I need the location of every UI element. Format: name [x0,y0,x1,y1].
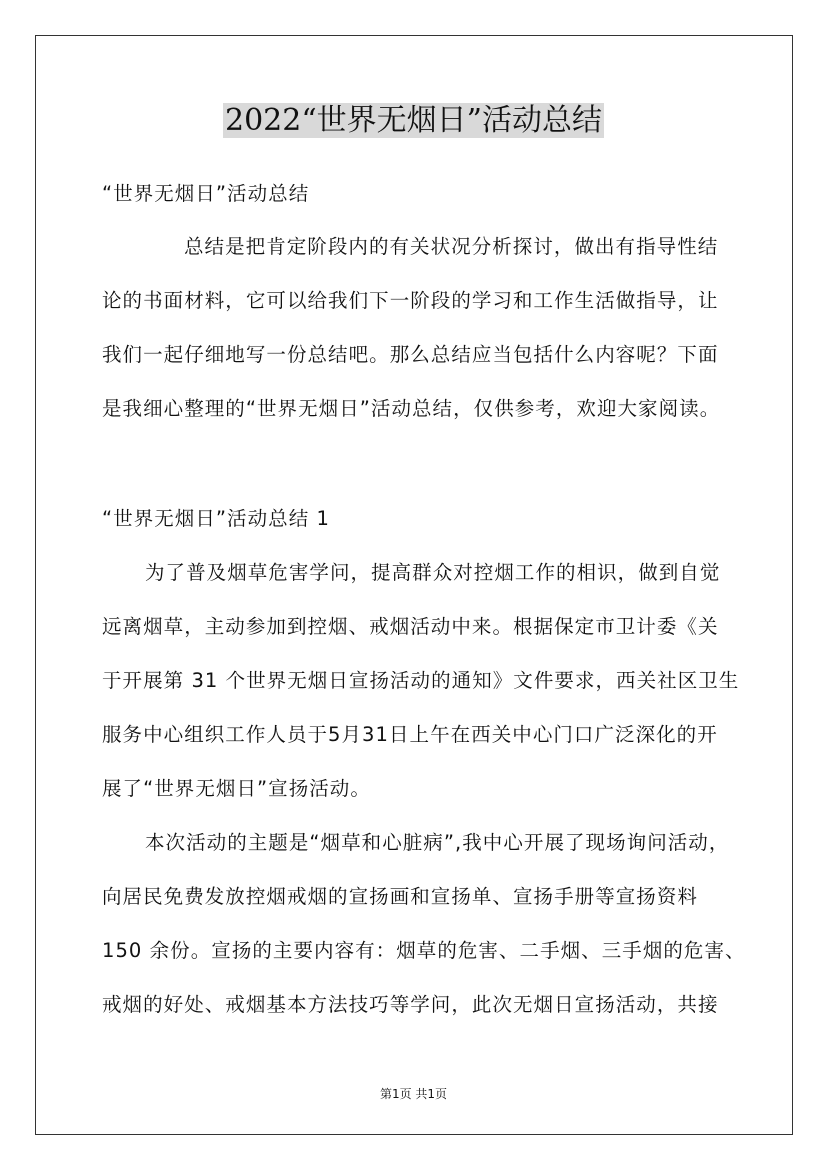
paragraph-line: 向居民免费发放控烟戒烟的宣扬画和宣扬单、宣扬手册等宣扬资料 [102,885,698,908]
document-title [0,100,827,142]
paragraph-line: 本次活动的主题是“烟草和心脏病”,我中心开展了现场询问活动， [145,831,730,854]
intro-line: 我们一起仔细地写一份总结吧。那么总结应当包括什么内容呢？下面 [102,343,719,366]
paragraph-line: 150 余份。宣扬的主要内容有：烟草的危害、二手烟、三手烟的危害、 [102,939,746,962]
document-title-text: 2022“世界无烟日”活动总结 [224,103,603,138]
section-heading: “世界无烟日”活动总结 1 [102,507,330,530]
intro-line: 论的书面材料，它可以给我们下一阶段的学习和工作生活做指导，让 [102,289,719,312]
intro-line: 总结是把肯定阶段内的有关状况分析探讨，做出有指导性结 [184,235,719,258]
subheading: “世界无烟日”活动总结 [102,182,310,205]
intro-line: 是我细心整理的“世界无烟日”活动总结，仅供参考，欢迎大家阅读。 [102,397,721,420]
paragraph-line: 远离烟草，主动参加到控烟、戒烟活动中来。根据保定市卫计委《关 [102,615,719,638]
paragraph-line: 服务中心组织工作人员于5月31日上午在西关中心门口广泛深化的开 [102,723,718,746]
page-footer: 第1页 共1页 [379,1087,448,1101]
paragraph-line: 于开展第 31 个世界无烟日宣扬活动的通知》文件要求，西关社区卫生 [102,669,740,692]
paragraph-line: 戒烟的好处、戒烟基本方法技巧等学问，此次无烟日宣扬活动，共接 [102,993,719,1016]
paragraph-line: 为了普及烟草危害学问，提高群众对控烟工作的相识，做到自觉 [145,561,721,584]
paragraph-line: 展了“世界无烟日”宣扬活动。 [102,777,371,800]
